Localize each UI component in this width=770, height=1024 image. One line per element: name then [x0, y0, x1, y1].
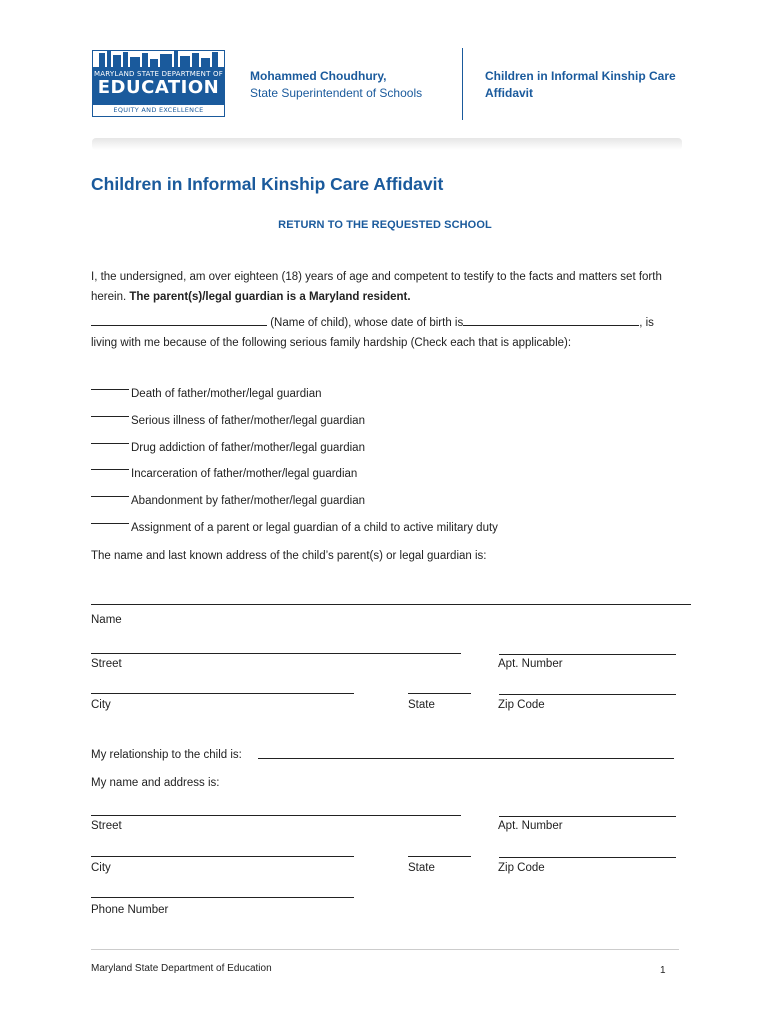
- footer-org: Maryland State Department of Education: [91, 963, 272, 974]
- parent-city-field[interactable]: [91, 693, 354, 694]
- child-dob-field[interactable]: [463, 315, 639, 326]
- logo-skyline-icon: [93, 51, 224, 67]
- parent-city-label: City: [91, 699, 111, 711]
- child-info-paragraph: [91, 313, 691, 353]
- header-shadow: [92, 138, 682, 150]
- my-state-field[interactable]: [408, 856, 471, 857]
- hardship-label: Drug addiction of father/mother/legal guardian: [131, 442, 365, 454]
- logo-tagline: EQUITY AND EXCELLENCE: [113, 106, 204, 114]
- parent-name-field[interactable]: [91, 604, 691, 605]
- logo-line1: MARYLAND STATE DEPARTMENT OF: [94, 70, 223, 78]
- hardship-label: Death of father/mother/legal guardian: [131, 388, 322, 400]
- hardship-label: Abandonment by father/mother/legal guardian: [131, 495, 365, 507]
- return-notice: [0, 219, 770, 231]
- my-name-address-label: My name and address is:: [91, 777, 220, 789]
- hardship-intro: living with me because of the following serious family hardship (Check each that is applicable):: [91, 337, 572, 349]
- hardship-item[interactable]: [91, 468, 357, 480]
- parent-state-field[interactable]: [408, 693, 471, 694]
- check-line[interactable]: [91, 496, 129, 497]
- my-zip-label: Zip Code: [498, 862, 545, 874]
- hardship-item[interactable]: [91, 522, 498, 534]
- relationship-label: My relationship to the child is:: [91, 749, 242, 761]
- child-is-text: , is: [639, 317, 654, 329]
- superintendent-title: State Superintendent of Schools: [250, 86, 423, 100]
- footer-divider: [91, 949, 679, 950]
- parent-street-field[interactable]: [91, 653, 461, 654]
- child-name-field[interactable]: [91, 315, 267, 326]
- statement-bold: The parent(s)/legal guardian is a Maryland resident.: [129, 291, 411, 303]
- my-apt-label: Apt. Number: [498, 820, 563, 832]
- relationship-field[interactable]: [258, 758, 674, 759]
- hardship-item[interactable]: [91, 415, 365, 427]
- check-line[interactable]: [91, 523, 129, 524]
- header-form-title-line2: Affidavit: [485, 86, 533, 100]
- logo-line2: EDUCATION: [97, 77, 220, 98]
- my-city-label: City: [91, 862, 111, 874]
- child-name-label: (Name of child), whose date of birth is: [270, 317, 464, 329]
- statement-text: I, the undersigned, am over eighteen (18) years of age and competent to testify to the facts and matters set forth herein.: [91, 271, 662, 303]
- parent-zip-field[interactable]: [499, 694, 676, 695]
- parent-street-label: Street: [91, 658, 122, 670]
- hardship-label: Incarceration of father/mother/legal guardian: [131, 468, 358, 480]
- my-street-field[interactable]: [91, 815, 461, 816]
- parent-address-intro: The name and last known address of the child’s parent(s) or legal guardian is:: [91, 550, 487, 562]
- hardship-label: Serious illness of father/mother/legal guardian: [131, 415, 365, 427]
- document-title: Children in Informal Kinship Care Affidavit: [91, 174, 444, 194]
- my-phone-label: Phone Number: [91, 904, 169, 916]
- parent-state-label: State: [408, 699, 435, 711]
- check-line[interactable]: [91, 469, 129, 470]
- return-notice-text: RETURN TO THE REQUESTED SCHOOL: [278, 219, 492, 231]
- hardship-label: Assignment of a parent or legal guardian of a child to active military duty: [131, 522, 498, 534]
- my-phone-field[interactable]: [91, 897, 354, 898]
- hardship-item[interactable]: [91, 442, 365, 454]
- my-street-label: Street: [91, 820, 122, 832]
- parent-name-label: Name: [91, 614, 122, 626]
- hardship-item[interactable]: [91, 495, 365, 507]
- check-line[interactable]: [91, 389, 129, 390]
- superintendent-name: Mohammed Choudhury,: [250, 69, 387, 83]
- hardship-item[interactable]: [91, 388, 322, 400]
- page-number: 1: [660, 965, 666, 976]
- header-form-title-line1: Children in Informal Kinship Care: [485, 69, 676, 83]
- parent-apt-field[interactable]: [499, 654, 676, 655]
- parent-zip-label: Zip Code: [498, 699, 545, 711]
- parent-apt-label: Apt. Number: [498, 658, 563, 670]
- logo-band: [93, 67, 224, 105]
- my-city-field[interactable]: [91, 856, 354, 857]
- my-zip-field[interactable]: [499, 857, 676, 858]
- my-state-label: State: [408, 862, 435, 874]
- header-divider: [462, 48, 463, 120]
- msde-logo: [92, 50, 225, 117]
- check-line[interactable]: [91, 443, 129, 444]
- affidavit-statement: [91, 267, 691, 307]
- my-apt-field[interactable]: [499, 816, 676, 817]
- superintendent-block: [250, 68, 422, 102]
- header-form-title: [485, 68, 685, 102]
- check-line[interactable]: [91, 416, 129, 417]
